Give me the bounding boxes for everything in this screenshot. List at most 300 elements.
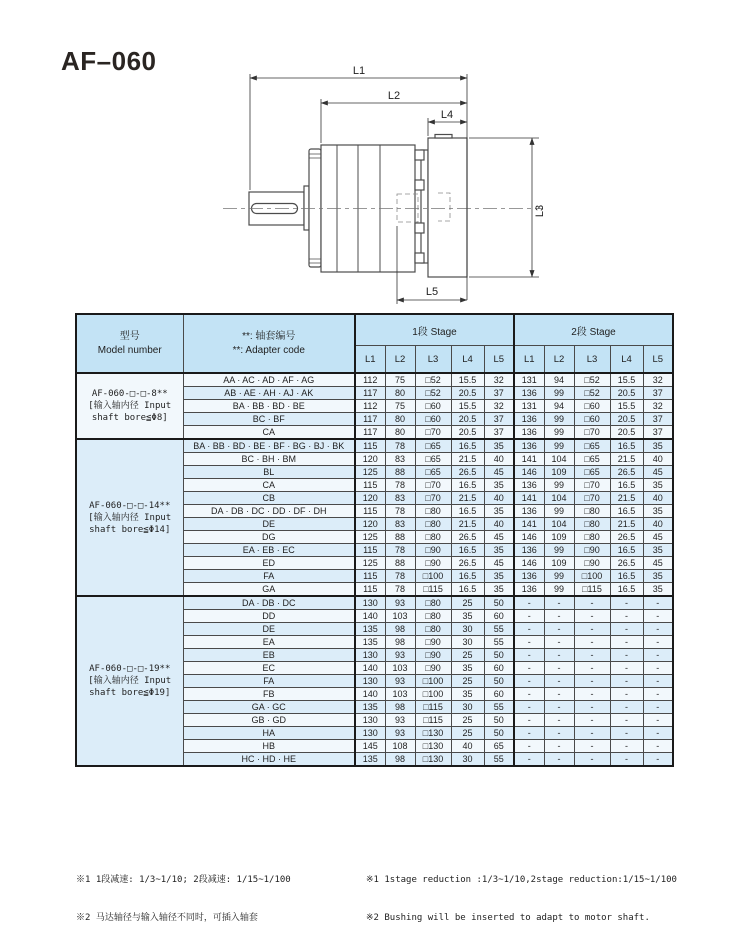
dimension-cell: □80 bbox=[415, 505, 451, 518]
dimension-cell: 78 bbox=[385, 439, 415, 453]
dimension-cell: 146 bbox=[514, 531, 544, 544]
dimension-cell: - bbox=[610, 675, 643, 688]
dimension-cell: - bbox=[574, 662, 610, 675]
adapter-code-cell: FB bbox=[183, 688, 355, 701]
dimension-cell: - bbox=[643, 649, 673, 662]
header-dim: L2 bbox=[385, 346, 415, 374]
dimension-cell: 135 bbox=[355, 636, 385, 649]
dimension-cell: - bbox=[544, 740, 574, 753]
header-dim: L4 bbox=[610, 346, 643, 374]
dimension-cell: 135 bbox=[355, 701, 385, 714]
dimension-cell: □52 bbox=[415, 387, 451, 400]
dimension-cell: 35 bbox=[643, 583, 673, 597]
dimension-cell: 83 bbox=[385, 492, 415, 505]
dimension-cell: 30 bbox=[451, 753, 484, 767]
dim-label-l5: L5 bbox=[425, 286, 439, 298]
dimension-cell: 25 bbox=[451, 714, 484, 727]
adapter-code-cell: AB · AE · AH · AJ · AK bbox=[183, 387, 355, 400]
dimension-cell: 26.5 bbox=[451, 557, 484, 570]
dim-label-l1: L1 bbox=[352, 65, 366, 77]
dimension-cell: 21.5 bbox=[610, 518, 643, 531]
adapter-code-cell: DA · DB · DC · DD · DF · DH bbox=[183, 505, 355, 518]
dimension-cell: 136 bbox=[514, 439, 544, 453]
dimension-cell: 35 bbox=[643, 544, 673, 557]
dimension-cell: - bbox=[643, 753, 673, 767]
dimension-cell: - bbox=[610, 649, 643, 662]
dimension-cell: 26.5 bbox=[610, 531, 643, 544]
dimension-cell: - bbox=[610, 596, 643, 610]
dimension-cell: □80 bbox=[415, 610, 451, 623]
dimension-cell: 40 bbox=[643, 518, 673, 531]
dimension-cell: 35 bbox=[451, 688, 484, 701]
dimension-cell: 35 bbox=[484, 479, 514, 492]
dimension-cell: - bbox=[514, 675, 544, 688]
dimension-cell: 45 bbox=[484, 557, 514, 570]
dimension-cell: 136 bbox=[514, 387, 544, 400]
dimension-cell: 21.5 bbox=[610, 492, 643, 505]
dimension-cell: 94 bbox=[544, 373, 574, 387]
dimension-cell: □80 bbox=[574, 531, 610, 544]
dimension-cell: - bbox=[643, 727, 673, 740]
dimension-cell: 145 bbox=[355, 740, 385, 753]
dimension-cell: - bbox=[574, 636, 610, 649]
dimension-cell: 30 bbox=[451, 701, 484, 714]
dimension-cell: - bbox=[514, 649, 544, 662]
adapter-code-cell: HA bbox=[183, 727, 355, 740]
dimension-cell: - bbox=[643, 623, 673, 636]
dimension-cell: □100 bbox=[415, 570, 451, 583]
adapter-code-cell: EC bbox=[183, 662, 355, 675]
dimension-cell: 93 bbox=[385, 714, 415, 727]
dimension-cell: 103 bbox=[385, 610, 415, 623]
dimension-cell: - bbox=[544, 610, 574, 623]
dimension-cell: 37 bbox=[484, 387, 514, 400]
adapter-code-cell: CA bbox=[183, 479, 355, 492]
dimension-cell: 141 bbox=[514, 453, 544, 466]
dimension-cell: - bbox=[574, 727, 610, 740]
dimension-cell: 35 bbox=[643, 505, 673, 518]
dimension-cell: - bbox=[514, 662, 544, 675]
dimension-cell: 35 bbox=[484, 439, 514, 453]
dimension-cell: - bbox=[610, 688, 643, 701]
dimension-cell: 26.5 bbox=[451, 531, 484, 544]
header-dim: L5 bbox=[643, 346, 673, 374]
dimension-cell: □52 bbox=[415, 373, 451, 387]
dimension-cell: □60 bbox=[574, 400, 610, 413]
adapter-code-cell: ED bbox=[183, 557, 355, 570]
dimension-cell: 109 bbox=[544, 557, 574, 570]
dimension-cell: 130 bbox=[355, 675, 385, 688]
dimension-cell: - bbox=[610, 623, 643, 636]
dimension-cell: □60 bbox=[574, 413, 610, 426]
dimension-cell: 40 bbox=[643, 492, 673, 505]
header-dim: L4 bbox=[451, 346, 484, 374]
dimension-cell: □90 bbox=[415, 636, 451, 649]
adapter-code-cell: GA bbox=[183, 583, 355, 597]
dimension-cell: 25 bbox=[451, 727, 484, 740]
dimension-cell: 16.5 bbox=[451, 570, 484, 583]
dimension-cell: 98 bbox=[385, 623, 415, 636]
adapter-code-cell: EA · EB · EC bbox=[183, 544, 355, 557]
dimension-cell: 32 bbox=[643, 400, 673, 413]
dimension-cell: 16.5 bbox=[610, 583, 643, 597]
dimension-cell: □60 bbox=[415, 400, 451, 413]
dimension-cell: - bbox=[544, 701, 574, 714]
dimension-cell: □100 bbox=[415, 675, 451, 688]
dimension-cell: 35 bbox=[643, 439, 673, 453]
model-number-cell: AF-060-□-□-8** [输入轴内径 Input shaft bore≦Φ8] bbox=[76, 373, 183, 439]
bolt-tab bbox=[415, 223, 424, 233]
table-row bbox=[76, 373, 673, 387]
dimension-cell: 37 bbox=[484, 413, 514, 426]
bolt-tab bbox=[415, 253, 424, 263]
dimension-cell: □70 bbox=[574, 426, 610, 440]
dimension-cell: 99 bbox=[544, 479, 574, 492]
dimension-cell: - bbox=[544, 623, 574, 636]
model-number-cell: AF-060-□-□-14** [输入轴内径 Input shaft bore≦Φ14] bbox=[76, 439, 183, 596]
gearbox-side-view bbox=[249, 135, 467, 278]
adapter-code-cell: BA · BB · BD · BE bbox=[183, 400, 355, 413]
dimension-cell: 15.5 bbox=[451, 400, 484, 413]
dimension-cell: 26.5 bbox=[610, 466, 643, 479]
adapter-code-cell: BL bbox=[183, 466, 355, 479]
dimension-cell: □65 bbox=[574, 453, 610, 466]
dimension-cell: - bbox=[643, 596, 673, 610]
dimension-cell: 93 bbox=[385, 675, 415, 688]
dimension-cell: - bbox=[544, 675, 574, 688]
dimension-cell: 104 bbox=[544, 518, 574, 531]
dimension-cell: 55 bbox=[484, 623, 514, 636]
dimension-cell: - bbox=[643, 688, 673, 701]
dimension-cell: 136 bbox=[514, 505, 544, 518]
dimension-cell: - bbox=[574, 701, 610, 714]
dimension-cell: 136 bbox=[514, 479, 544, 492]
dimension-cell: 65 bbox=[484, 740, 514, 753]
dimension-cell: 135 bbox=[355, 753, 385, 767]
dimension-cell: 21.5 bbox=[451, 453, 484, 466]
dimension-cell: - bbox=[610, 727, 643, 740]
dimension-cell: 55 bbox=[484, 753, 514, 767]
dimension-cell: 45 bbox=[484, 531, 514, 544]
footnotes-english bbox=[366, 849, 677, 937]
adapter-code-cell: DG bbox=[183, 531, 355, 544]
dimension-cell: 80 bbox=[385, 387, 415, 400]
adapter-code-cell: CB bbox=[183, 492, 355, 505]
dimension-cell: 112 bbox=[355, 400, 385, 413]
dim-label-l4: L4 bbox=[440, 109, 454, 121]
dimension-cell: 140 bbox=[355, 610, 385, 623]
dimension-cell: 120 bbox=[355, 453, 385, 466]
dimension-cell: □52 bbox=[574, 373, 610, 387]
dimension-cell: □65 bbox=[415, 466, 451, 479]
dimension-cell: 83 bbox=[385, 518, 415, 531]
dimension-cell: □65 bbox=[574, 439, 610, 453]
dimension-cell: 35 bbox=[451, 610, 484, 623]
dimension-cell: 78 bbox=[385, 570, 415, 583]
dimension-cell: 50 bbox=[484, 727, 514, 740]
dimension-cell: 130 bbox=[355, 727, 385, 740]
adapter-code-cell: DA · DB · DC bbox=[183, 596, 355, 610]
dimension-cell: - bbox=[610, 636, 643, 649]
dimension-cell: - bbox=[514, 636, 544, 649]
dimension-cell: 16.5 bbox=[610, 439, 643, 453]
dimension-cell: □90 bbox=[415, 544, 451, 557]
dimension-cell: □70 bbox=[415, 426, 451, 440]
dimension-cell: 136 bbox=[514, 426, 544, 440]
dimension-cell: 25 bbox=[451, 596, 484, 610]
adapter-code-cell: DE bbox=[183, 518, 355, 531]
dimension-cell: 25 bbox=[451, 675, 484, 688]
dimension-cell: □60 bbox=[415, 413, 451, 426]
dimension-cell: 117 bbox=[355, 387, 385, 400]
dimension-cell: 125 bbox=[355, 531, 385, 544]
adapter-code-cell: GA · GC bbox=[183, 701, 355, 714]
dimension-cell: 117 bbox=[355, 413, 385, 426]
dimension-cell: 26.5 bbox=[451, 466, 484, 479]
dimension-cell: 99 bbox=[544, 387, 574, 400]
dimension-cell: 50 bbox=[484, 596, 514, 610]
dimension-cell: □130 bbox=[415, 727, 451, 740]
dimension-cell: 16.5 bbox=[451, 479, 484, 492]
dimension-cell: 88 bbox=[385, 531, 415, 544]
dimension-cell: □90 bbox=[574, 544, 610, 557]
dimension-cell: 16.5 bbox=[451, 544, 484, 557]
dimension-cell: 88 bbox=[385, 557, 415, 570]
dimension-cell: 20.5 bbox=[451, 387, 484, 400]
dimension-cell: 16.5 bbox=[451, 439, 484, 453]
dimension-cell: □80 bbox=[574, 518, 610, 531]
header-dim: L1 bbox=[355, 346, 385, 374]
adapter-code-cell: EA bbox=[183, 636, 355, 649]
bolt-tab bbox=[415, 150, 424, 160]
dimension-cell: 37 bbox=[643, 413, 673, 426]
dimension-cell: 78 bbox=[385, 505, 415, 518]
dimension-cell: 16.5 bbox=[610, 570, 643, 583]
dimension-cell: 50 bbox=[484, 649, 514, 662]
dimension-cell: 37 bbox=[484, 426, 514, 440]
dimension-cell: 50 bbox=[484, 675, 514, 688]
dimension-cell: 60 bbox=[484, 688, 514, 701]
dimension-cell: 32 bbox=[484, 373, 514, 387]
dimension-cell: - bbox=[574, 688, 610, 701]
dimension-cell: 146 bbox=[514, 466, 544, 479]
dimension-cell: 35 bbox=[484, 583, 514, 597]
dimension-cell: 16.5 bbox=[610, 479, 643, 492]
dimension-cell: - bbox=[514, 688, 544, 701]
dimension-cell: 15.5 bbox=[451, 373, 484, 387]
dimension-cell: 104 bbox=[544, 492, 574, 505]
header-adapter-code bbox=[183, 314, 355, 373]
dimension-cell: 120 bbox=[355, 518, 385, 531]
dimension-cell: 25 bbox=[451, 649, 484, 662]
dimension-cell: □115 bbox=[415, 701, 451, 714]
dimension-cell: □70 bbox=[415, 492, 451, 505]
adapter-code-cell: FA bbox=[183, 570, 355, 583]
dimension-cell: - bbox=[514, 753, 544, 767]
dimension-cell: □70 bbox=[574, 492, 610, 505]
dimension-cell: 30 bbox=[451, 623, 484, 636]
dimension-table bbox=[75, 313, 674, 767]
dimension-cell: - bbox=[610, 610, 643, 623]
dimension-cell: □100 bbox=[574, 570, 610, 583]
dimension-cell: 78 bbox=[385, 583, 415, 597]
dimension-cell: 98 bbox=[385, 753, 415, 767]
dimension-cell: 37 bbox=[643, 426, 673, 440]
footnote-line: ※1 1段减速: 1/3~1/10; 2段减速: 1/15~1/100 bbox=[76, 875, 291, 885]
dimension-cell: 146 bbox=[514, 557, 544, 570]
adapter-plate bbox=[421, 150, 428, 263]
dimension-cell: □65 bbox=[415, 439, 451, 453]
dimension-cell: 35 bbox=[484, 544, 514, 557]
dimension-cell: - bbox=[610, 753, 643, 767]
header-adapter-cn: **: 轴套编号 bbox=[242, 331, 296, 342]
dimension-cell: 140 bbox=[355, 662, 385, 675]
dimension-cell: - bbox=[514, 740, 544, 753]
dimension-cell: □130 bbox=[415, 740, 451, 753]
dimension-cell: - bbox=[574, 596, 610, 610]
shaft-boss bbox=[304, 186, 309, 230]
dimension-cell: 136 bbox=[514, 544, 544, 557]
dimension-cell: 136 bbox=[514, 583, 544, 597]
dimension-cell: 32 bbox=[643, 373, 673, 387]
dimension-cell: 45 bbox=[643, 466, 673, 479]
dimension-cell: - bbox=[610, 740, 643, 753]
dimension-cell: - bbox=[574, 714, 610, 727]
dimension-cell: - bbox=[643, 714, 673, 727]
dimension-cell: - bbox=[574, 753, 610, 767]
dimension-cell: 99 bbox=[544, 426, 574, 440]
dimension-cell: 130 bbox=[355, 714, 385, 727]
dimension-cell: 40 bbox=[484, 492, 514, 505]
adapter-code-cell: AA · AC · AD · AF · AG bbox=[183, 373, 355, 387]
dimension-cell: 115 bbox=[355, 505, 385, 518]
table-row bbox=[76, 439, 673, 453]
dimension-cell: □80 bbox=[415, 531, 451, 544]
dimension-cell: 20.5 bbox=[610, 413, 643, 426]
dimension-cell: □65 bbox=[574, 466, 610, 479]
dimension-cell: 115 bbox=[355, 570, 385, 583]
dimension-cell: 140 bbox=[355, 688, 385, 701]
dimension-cell: □80 bbox=[574, 505, 610, 518]
dimension-cell: 104 bbox=[544, 453, 574, 466]
dimension-cell: 99 bbox=[544, 439, 574, 453]
dimension-cell: 135 bbox=[355, 623, 385, 636]
dimension-cell: 55 bbox=[484, 636, 514, 649]
dimension-cell: 21.5 bbox=[451, 518, 484, 531]
dimension-cell: 99 bbox=[544, 544, 574, 557]
front-rim bbox=[309, 149, 321, 267]
dimension-cell: 115 bbox=[355, 479, 385, 492]
dimension-cell: □90 bbox=[415, 649, 451, 662]
dimension-cell: - bbox=[514, 596, 544, 610]
dimension-cell: 93 bbox=[385, 596, 415, 610]
dimension-cell: 20.5 bbox=[610, 387, 643, 400]
dimension-cell: 80 bbox=[385, 426, 415, 440]
bolt-tab bbox=[415, 180, 424, 190]
dimension-cell: 26.5 bbox=[610, 557, 643, 570]
adapter-code-cell: EB bbox=[183, 649, 355, 662]
footnote-line: ※2 Bushing will be inserted to adapt to motor shaft. bbox=[366, 912, 650, 923]
dimension-cell: - bbox=[514, 727, 544, 740]
dimension-cell: 20.5 bbox=[610, 426, 643, 440]
dim-label-l2: L2 bbox=[387, 90, 401, 102]
dimension-cell: □90 bbox=[415, 662, 451, 675]
header-model-cn: 型号 bbox=[119, 331, 140, 342]
adapter-code-cell: GB · GD bbox=[183, 714, 355, 727]
dimension-cell: □130 bbox=[415, 753, 451, 767]
header-dim: L3 bbox=[415, 346, 451, 374]
dimension-cell: 115 bbox=[355, 544, 385, 557]
header-stage2: 2段 Stage bbox=[514, 314, 673, 346]
dimension-cell: □80 bbox=[415, 518, 451, 531]
dimension-cell: 60 bbox=[484, 610, 514, 623]
dimension-cell: 35 bbox=[451, 662, 484, 675]
dimension-cell: 40 bbox=[484, 453, 514, 466]
dimension-cell: - bbox=[514, 701, 544, 714]
dimension-cell: □115 bbox=[415, 583, 451, 597]
dimension-cell: - bbox=[544, 688, 574, 701]
dimension-cell: □52 bbox=[574, 387, 610, 400]
dimension-cell: - bbox=[610, 714, 643, 727]
dimension-cell: 16.5 bbox=[451, 583, 484, 597]
dimension-cell: 109 bbox=[544, 531, 574, 544]
dimension-cell: 78 bbox=[385, 544, 415, 557]
dimension-cell: 99 bbox=[544, 583, 574, 597]
header-dim: L1 bbox=[514, 346, 544, 374]
dim-label-l3: L3 bbox=[534, 204, 546, 218]
dimension-cell: 35 bbox=[484, 570, 514, 583]
adapter-code-cell: HC · HD · HE bbox=[183, 753, 355, 767]
dimension-cell: - bbox=[610, 701, 643, 714]
header-dim: L2 bbox=[544, 346, 574, 374]
dimension-cell: □70 bbox=[574, 479, 610, 492]
header-model-number bbox=[76, 314, 183, 373]
adapter-code-cell: DE bbox=[183, 623, 355, 636]
dimension-cell: 15.5 bbox=[610, 373, 643, 387]
dimension-cell: 99 bbox=[544, 570, 574, 583]
adapter-code-cell: BC · BH · BM bbox=[183, 453, 355, 466]
dimension-cell: □90 bbox=[574, 557, 610, 570]
dimension-cell: 98 bbox=[385, 636, 415, 649]
dimension-cell: □80 bbox=[415, 596, 451, 610]
dimension-cell: 16.5 bbox=[451, 505, 484, 518]
dimension-cell: 16.5 bbox=[610, 505, 643, 518]
dimension-cell: 120 bbox=[355, 492, 385, 505]
dimension-cell: - bbox=[643, 636, 673, 649]
dimension-cell: 45 bbox=[643, 531, 673, 544]
dimension-cell: 45 bbox=[643, 557, 673, 570]
dimension-drawing bbox=[205, 50, 575, 320]
dimension-cell: □115 bbox=[574, 583, 610, 597]
dimension-cell: 80 bbox=[385, 413, 415, 426]
dimension-cell: 99 bbox=[544, 505, 574, 518]
header-dim: L5 bbox=[484, 346, 514, 374]
dimension-cell: 98 bbox=[385, 701, 415, 714]
dimension-cell: 60 bbox=[484, 662, 514, 675]
model-number-cell: AF-060-□-□-19** [输入轴内径 Input shaft bore≦Φ19] bbox=[76, 596, 183, 766]
dimension-cell: - bbox=[544, 649, 574, 662]
dimension-cell: 75 bbox=[385, 400, 415, 413]
dimension-cell: - bbox=[544, 727, 574, 740]
adapter-code-cell: BC · BF bbox=[183, 413, 355, 426]
dimension-cell: 109 bbox=[544, 466, 574, 479]
dimension-cell: - bbox=[643, 740, 673, 753]
dimension-cell: - bbox=[643, 675, 673, 688]
dimension-cell: 141 bbox=[514, 518, 544, 531]
table-row bbox=[76, 596, 673, 610]
dimension-cell: 15.5 bbox=[610, 400, 643, 413]
dimension-cell: 16.5 bbox=[610, 544, 643, 557]
